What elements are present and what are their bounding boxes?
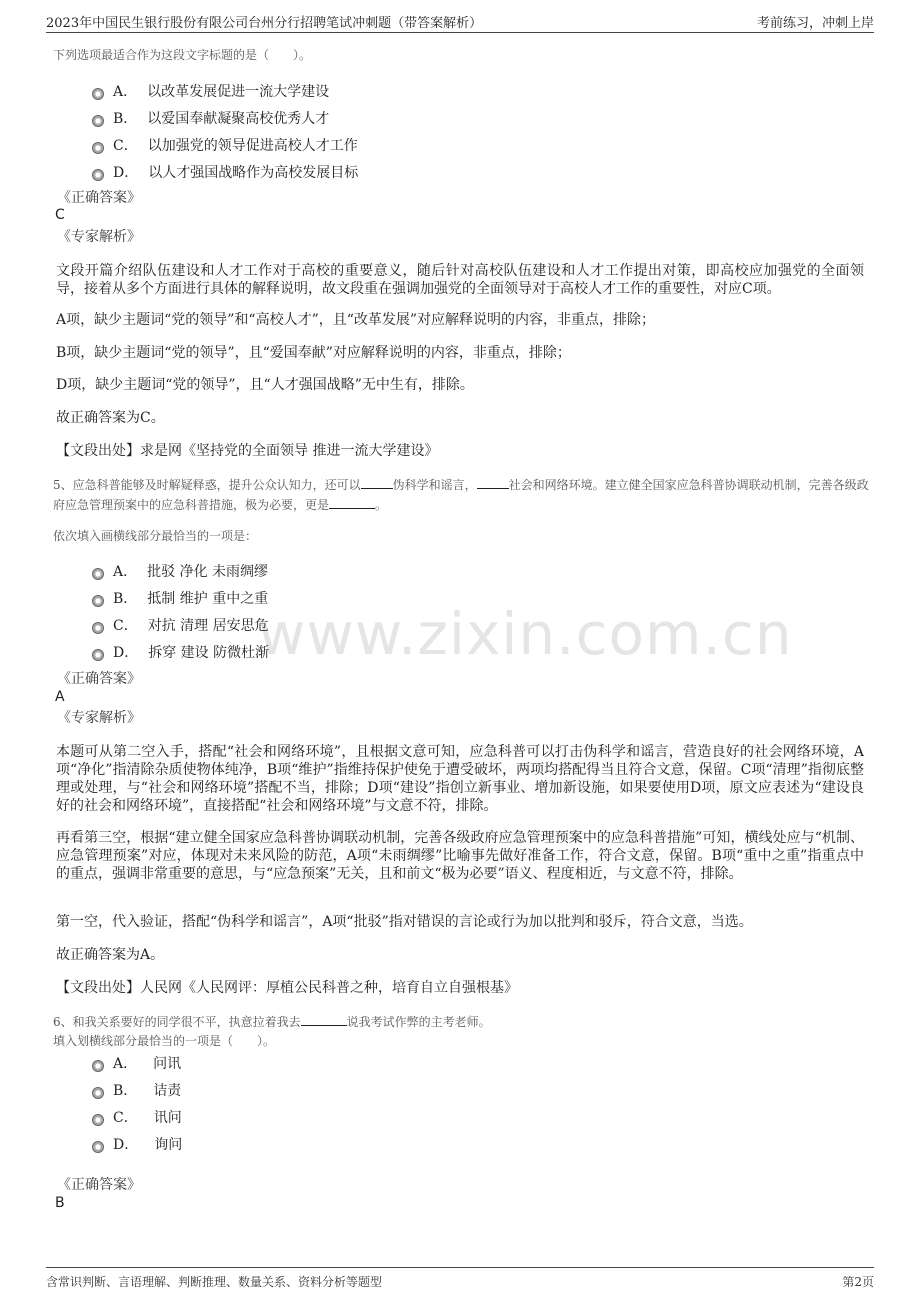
q6-option-c[interactable]: C． 讯问: [92, 1103, 182, 1130]
source-text: 求是网《坚持党的全面领导 推进一流大学建设》: [140, 443, 439, 459]
q5-analysis-3: 第一空，代入验证，搭配“伪科学和谣言”，A项“批驳”指对错误的言论或行为加以批判和驳斥，符合文意，当选。: [56, 914, 753, 930]
q5-analysis-label: 《专家解析》: [57, 710, 141, 726]
q6-option-a[interactable]: A． 问讯: [92, 1049, 182, 1076]
source-text: 人民网《人民网评：厚植公民科普之种，培育自立自强根基》: [140, 980, 518, 996]
radio-icon[interactable]: [92, 142, 104, 154]
radio-icon[interactable]: [92, 622, 104, 634]
q4-analysis-5: 故正确答案为C。: [56, 410, 165, 426]
radio-icon[interactable]: [92, 568, 104, 580]
q6-option-b[interactable]: B． 诘责: [92, 1076, 182, 1103]
q5-prompt: 依次填入画横线部分最恰当的一项是：: [53, 529, 258, 543]
radio-icon[interactable]: [92, 169, 104, 181]
q5-analysis-4: 故正确答案为A。: [56, 947, 165, 963]
q4-stem: 下列选项最适合作为这段文字标题的是（ ）。: [53, 48, 312, 62]
q4-analysis-4: D项，缺少主题词“党的领导”，且“人才强国战略”无中生有，排除。: [56, 377, 474, 393]
q5-option-c[interactable]: C． 对抗 清理 居安思危: [92, 611, 269, 638]
q4-analysis-3: B项，缺少主题词“党的领导”，且“爱国奉献”对应解释说明的内容，非重点，排除；: [56, 345, 571, 361]
q4-option-b[interactable]: B． 以爱国奉献凝聚高校优秀人才: [92, 104, 358, 131]
radio-icon[interactable]: [92, 1114, 104, 1126]
radio-icon[interactable]: [92, 595, 104, 607]
blank-3: [329, 496, 375, 509]
q4-options: [92, 77, 358, 185]
q6-options: [92, 1049, 182, 1157]
q6-option-d[interactable]: D． 询问: [92, 1130, 182, 1157]
q6-answer: B: [55, 1195, 65, 1211]
radio-icon[interactable]: [92, 649, 104, 661]
radio-icon[interactable]: [92, 115, 104, 127]
q4-answer-label: 《正确答案》: [57, 190, 141, 206]
q4-answer: C: [55, 207, 65, 223]
q4-analysis-label: 《专家解析》: [57, 229, 141, 245]
document-title: 2023年中国民生银行股份有限公司台州分行招聘笔试冲刺题（带答案解析）: [46, 16, 483, 31]
watermark: www.zixin.com.cn: [258, 600, 793, 668]
q4-analysis-2: A项，缺少主题词“党的领导”和“高校人才”，且“改革发展”对应解释说明的内容，非重点，排除；: [56, 312, 656, 328]
q4-option-a[interactable]: A． 以改革发展促进一流大学建设: [92, 77, 358, 104]
q5-answer: A: [55, 689, 65, 705]
q5-stem: 5、应急科普能够及时解疑释惑，提升公众认知力，还可以 伪科学和谣言， 社会和网络环境。建立健全国家应急科普协调联动机制，完善各级政府应急管理预案中的应急科普措施，极为必要，更是 。: [53, 478, 869, 512]
page-footer: [46, 1267, 874, 1292]
q5-option-b[interactable]: B． 抵制 维护 重中之重: [92, 584, 269, 611]
q5-analysis-2: 再看第三空，根据“建立健全国家应急科普协调联动机制，完善各级政府应急管理预案中的应急科普措施”可知，横线处应与“机制、应急管理预案”对应，体现对未来风险的防范，A项“未雨绸缪”比喻事先做好准备工作，符合文意，保留。B项“重中之重”指重点中的重点，强调非常重要的意思，与“应急预案”无关，且和前文“极为必要”语义、程度相近，与文意不符，排除。: [56, 830, 864, 882]
q4-option-d[interactable]: D． 以人才强国战略作为高校发展目标: [92, 158, 358, 185]
radio-icon[interactable]: [92, 1141, 104, 1153]
q4-option-c[interactable]: C． 以加强党的领导促进高校人才工作: [92, 131, 358, 158]
q5-source: [56, 979, 864, 997]
blank-2: [477, 476, 509, 489]
source-tag: 【文段出处】: [56, 980, 140, 996]
header-tagline: 考前练习，冲刺上岸: [756, 16, 874, 31]
page-header: [46, 8, 874, 33]
q5-option-d[interactable]: D． 拆穿 建设 防微杜渐: [92, 638, 269, 665]
source-tag: 【文段出处】: [56, 443, 140, 459]
q5-options: [92, 557, 269, 665]
q5-option-a[interactable]: A． 批驳 净化 未雨绸缪: [92, 557, 269, 584]
q6-prompt: 填入划横线部分最恰当的一项是（ ）。: [53, 1034, 276, 1048]
q5-answer-label: 《正确答案》: [57, 671, 141, 687]
footer-description: 含常识判断、言语理解、判断推理、数量关系、资料分析等题型: [46, 1275, 383, 1289]
page-number: 第2页: [842, 1275, 874, 1289]
q6-answer-label: 《正确答案》: [57, 1177, 141, 1193]
q4-analysis-1: 文段开篇介绍队伍建设和人才工作对于高校的重要意义，随后针对高校队伍建设和人才工作提出对策，即高校应加强党的全面领导，接着从多个方面进行具体的解释说明，故文段重在强调加强党的全面领导对于高校人才工作的重要性，对应C项。: [56, 263, 864, 297]
radio-icon[interactable]: [92, 1087, 104, 1099]
q5-analysis-1: 本题可从第二空入手，搭配“社会和网络环境”，且根据文意可知，应急科普可以打击伪科学和谣言，营造良好的社会网络环境，A项“净化”指清除杂质使物体纯净，B项“维护”指维持保护使免于遭受破坏，两项均搭配得当且符合文意，保留。C项“清理”指彻底整理或处理，与“社会和网络环境”搭配不当，排除；D项“建设”指创立新事业、增加新设施，如果要使用D项，原文应表述为“建设良好的社会和网络环境”，直接搭配“社会和网络环境”与文意不符，排除。: [56, 744, 864, 814]
q4-source: [56, 442, 864, 460]
radio-icon[interactable]: [92, 88, 104, 100]
blank-1: [301, 1013, 347, 1026]
radio-icon[interactable]: [92, 1060, 104, 1072]
q6-stem: 6、和我关系要好的同学很不平，执意拉着我去 说我考试作弊的主考老师。: [53, 1015, 491, 1029]
blank-1: [361, 476, 393, 489]
